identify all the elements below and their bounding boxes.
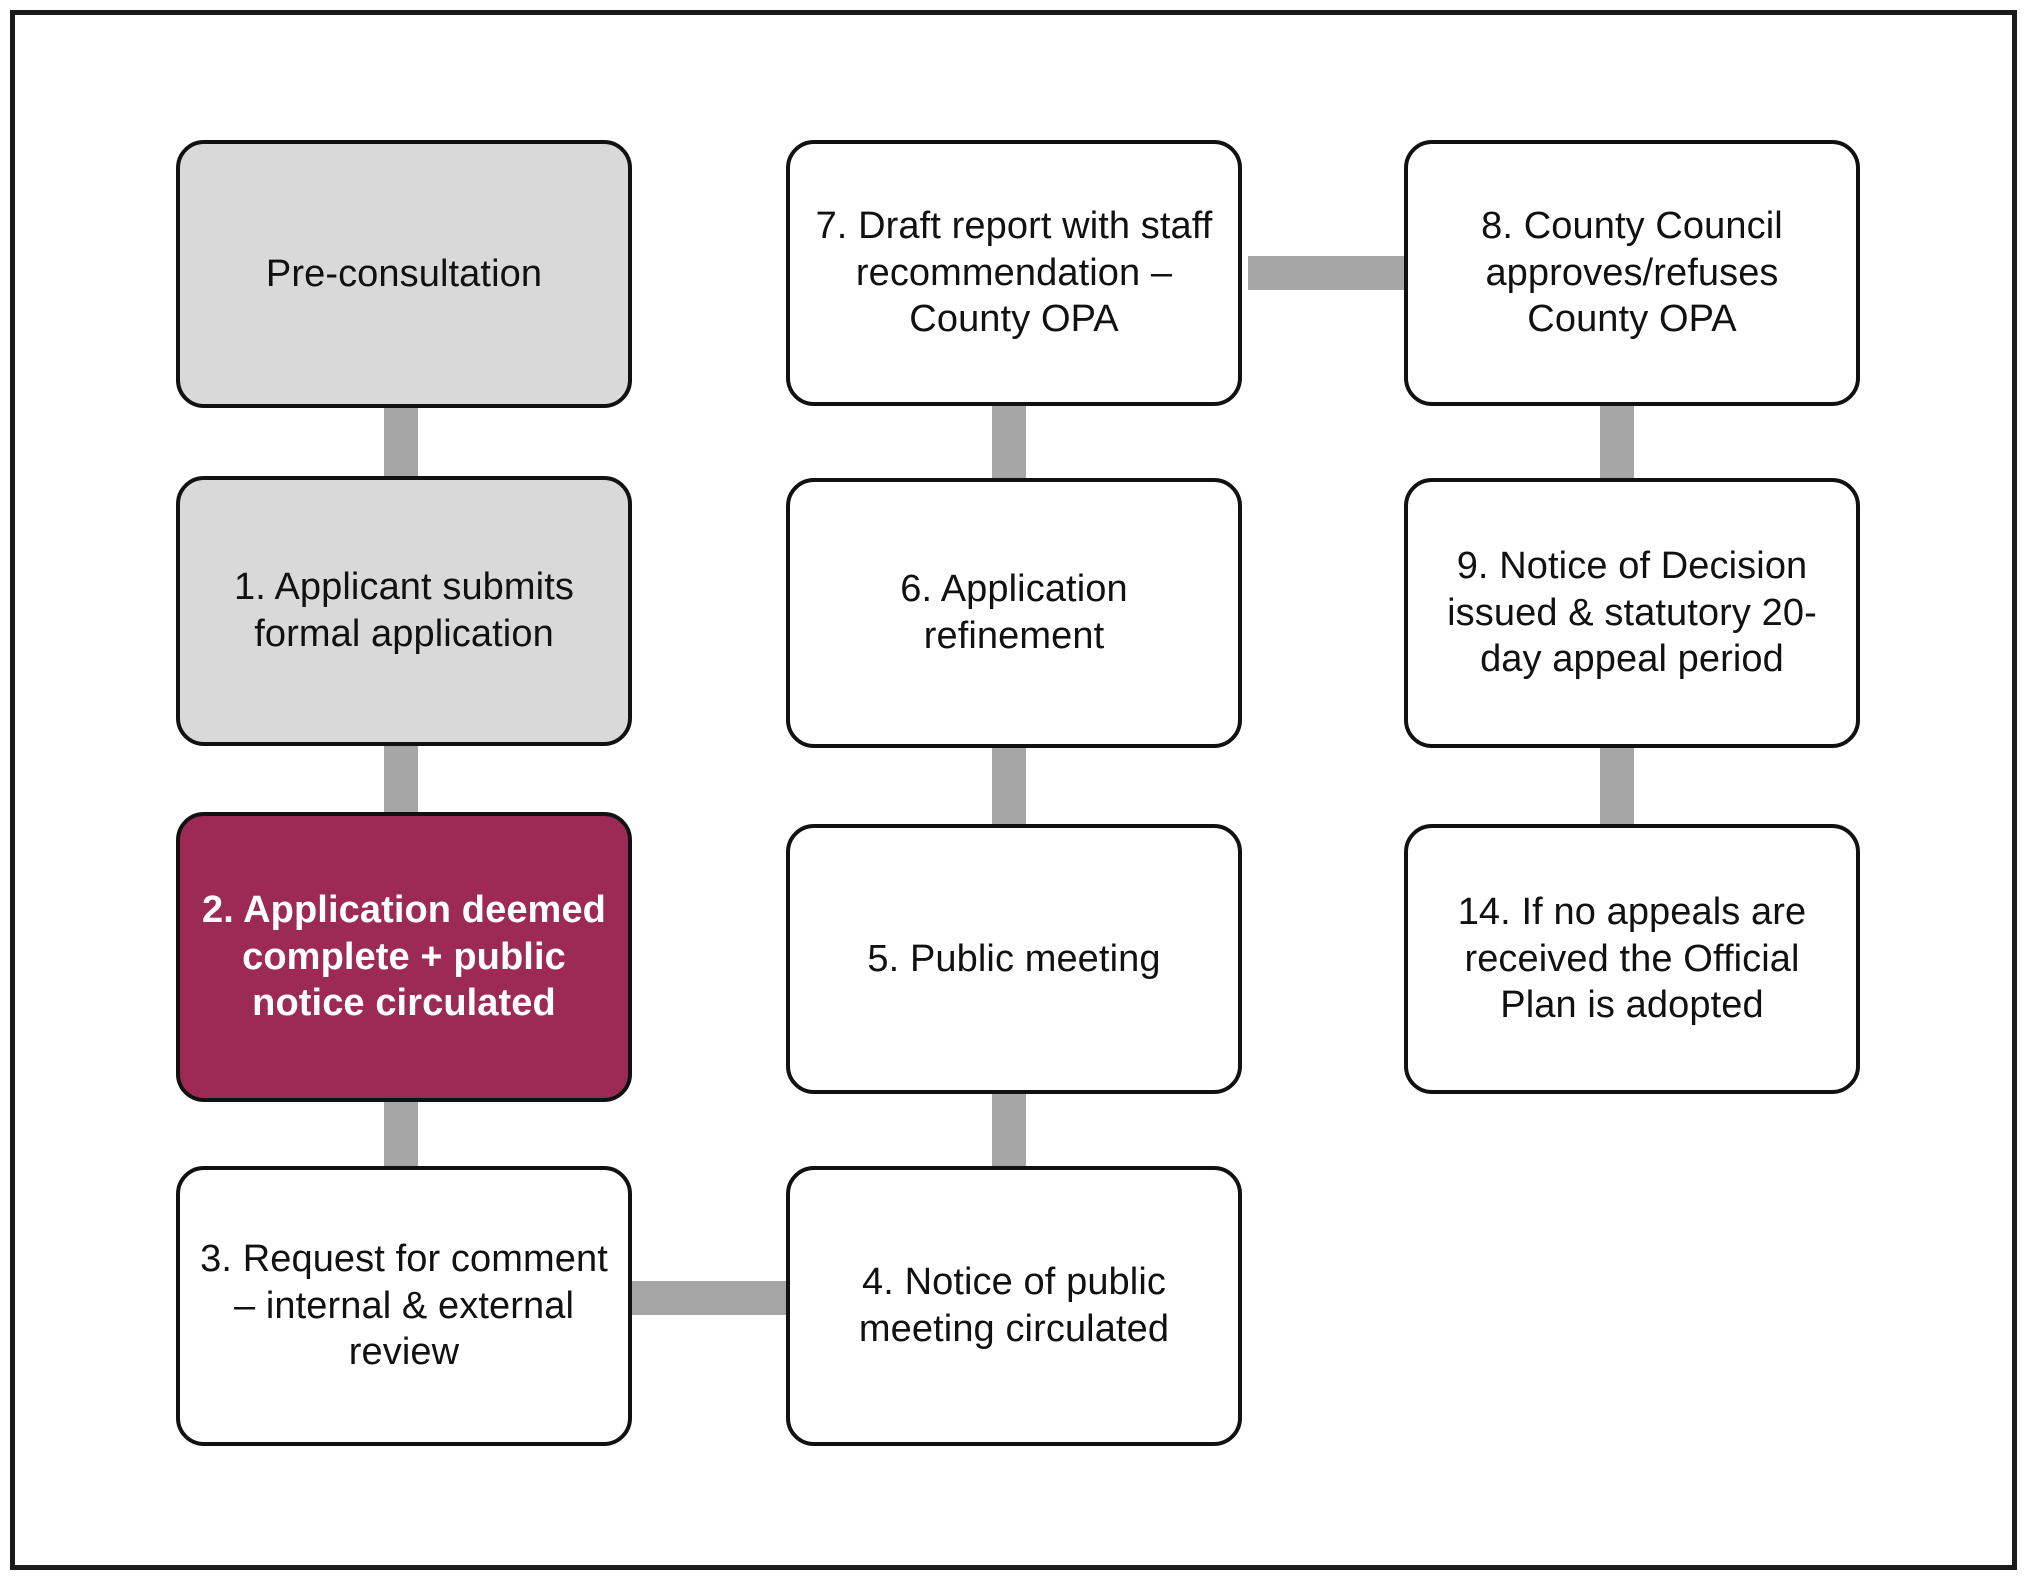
node-pre-consultation[interactable] bbox=[176, 140, 632, 408]
node-label: 14. If no appeals are received the Official Plan is adopted bbox=[1457, 890, 1807, 1027]
node-label: Pre-consultation bbox=[265, 252, 543, 295]
connector-pre-to-1 bbox=[384, 405, 418, 477]
connector-6-to-7 bbox=[992, 402, 1026, 482]
connector-4-to-5 bbox=[992, 1090, 1026, 1170]
connector-7-to-8 bbox=[1248, 256, 1406, 290]
node-step-5[interactable] bbox=[786, 824, 1242, 1094]
node-step-8[interactable] bbox=[1404, 140, 1860, 406]
connector-5-to-6 bbox=[992, 745, 1026, 825]
connector-1-to-2 bbox=[384, 742, 418, 814]
node-label: 5. Public meeting bbox=[867, 937, 1161, 980]
node-label: 7. Draft report with staff recommendation – County OPA bbox=[815, 204, 1213, 341]
node-step-1[interactable] bbox=[176, 476, 632, 746]
node-label: 8. County Council approves/refuses County OPA bbox=[1481, 204, 1783, 341]
connector-2-to-3 bbox=[384, 1098, 418, 1170]
node-step-9[interactable] bbox=[1404, 478, 1860, 748]
node-step-4[interactable] bbox=[786, 1166, 1242, 1446]
node-label: 1. Applicant submits formal application bbox=[234, 566, 574, 655]
node-label: 3. Request for comment – internal & external review bbox=[200, 1237, 608, 1374]
connector-9-to-14 bbox=[1600, 745, 1634, 825]
connector-3-to-4 bbox=[630, 1281, 788, 1315]
connector-8-to-9 bbox=[1600, 402, 1634, 482]
node-step-14[interactable] bbox=[1404, 824, 1860, 1094]
node-label: 6. Application refinement bbox=[900, 568, 1128, 657]
node-step-2[interactable] bbox=[176, 812, 632, 1102]
node-step-6[interactable] bbox=[786, 478, 1242, 748]
node-label: 9. Notice of Decision issued & statutory 20-day appeal period bbox=[1447, 544, 1817, 681]
node-step-3[interactable] bbox=[176, 1166, 632, 1446]
node-step-7[interactable] bbox=[786, 140, 1242, 406]
node-label: 2. Application deemed complete + public notice circulated bbox=[202, 888, 606, 1025]
node-label: 4. Notice of public meeting circulated bbox=[858, 1261, 1170, 1350]
